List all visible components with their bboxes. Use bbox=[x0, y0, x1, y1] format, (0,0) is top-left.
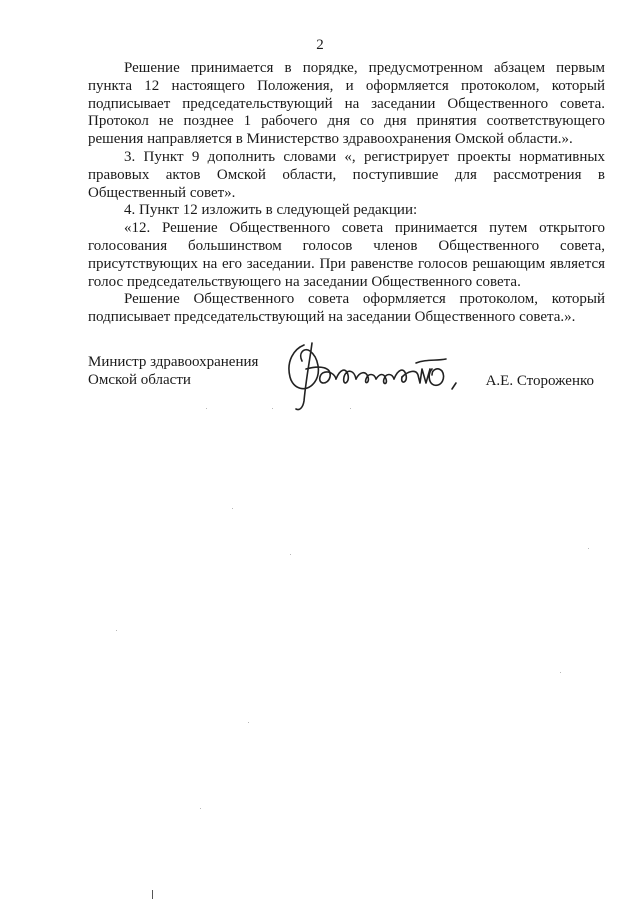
scan-speck bbox=[206, 408, 207, 409]
paragraph-protocol: Решение Общественного совета оформляется протоколом, который подписывает председательствующий на заседании Общественного совета.». bbox=[88, 291, 605, 326]
scan-speck bbox=[560, 672, 561, 673]
scan-speck bbox=[350, 408, 351, 409]
scan-speck bbox=[200, 808, 201, 809]
scan-speck bbox=[232, 508, 233, 509]
signatory-title-line-2: Омской области bbox=[88, 372, 191, 388]
handwritten-signature bbox=[276, 339, 476, 413]
paragraph-item-3: 3. Пункт 9 дополнить словами «, регистрирует проекты нормативных правовых актов Омской области, поступившие для рассмотрения в Общественный совет». bbox=[88, 148, 605, 201]
page-number: 2 bbox=[316, 37, 324, 53]
scan-speck bbox=[248, 722, 249, 723]
signatory-title-line-1: Министр здравоохранения bbox=[88, 354, 259, 370]
scan-mark bbox=[152, 890, 153, 899]
paragraph-decision-procedure: Решение принимается в порядке, предусмотренном абзацем первым пункта 12 настоящего Положения, и оформляется протоколом, который подписывает председательствующий на заседании Общественного совета. Протокол не позднее 1 рабочего дня со дня принятия соответствующего решения направляется в Министерство здравоохранения Омской области.». bbox=[88, 60, 605, 148]
signature-block bbox=[88, 353, 608, 433]
paragraph-item-12-text: «12. Решение Общественного совета принимается путем открытого голосования большинством голосов членов Общественного совета, присутствующих на его заседании. При равенстве голосов решающим является голос председательствующего на заседании Общественного совета. bbox=[88, 220, 605, 290]
paragraph-item-4: 4. Пункт 12 изложить в следующей редакции: bbox=[124, 202, 418, 219]
scan-speck bbox=[272, 408, 273, 409]
scan-speck bbox=[588, 548, 589, 549]
document-body bbox=[88, 60, 605, 327]
scan-speck bbox=[290, 554, 291, 555]
signatory-name: А.Е. Стороженко bbox=[485, 373, 594, 389]
scan-speck bbox=[116, 630, 117, 631]
signatory-title bbox=[88, 353, 258, 389]
